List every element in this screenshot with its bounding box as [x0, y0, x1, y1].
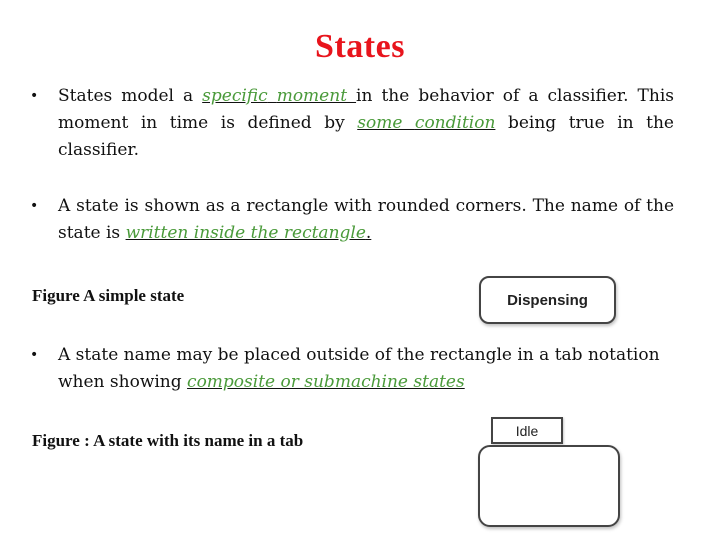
highlight-moment: moment [276, 86, 357, 106]
bullet-text [58, 193, 674, 247]
state-name-label: Dispensing [507, 291, 588, 309]
highlight-some: some [357, 113, 415, 133]
text-run: . [365, 223, 372, 243]
bullet-marker: • [30, 198, 39, 214]
bullet-text [58, 342, 674, 396]
highlight-composite-states: composite or submachine states [187, 372, 465, 392]
highlight-condition: condition [414, 113, 496, 133]
text-run: A state is shown as a rectangle with rounded corners. The name of the state is [58, 196, 674, 243]
bullet-tab-notation [30, 342, 674, 396]
highlight-written-inside: written inside the rectangle [125, 223, 366, 243]
bullet-text [58, 83, 674, 164]
text-run: States model a [58, 86, 203, 106]
slide-title: States [315, 28, 405, 65]
simple-state-diagram [479, 276, 616, 324]
text-run: being true in the classifier. [58, 113, 674, 160]
text-run: in the behavior of a classifier. This moment in time is defined by [58, 86, 674, 133]
bullet-marker: • [30, 88, 39, 104]
figure-caption-simple-state: Figure A simple state [32, 286, 185, 305]
tabbed-state-diagram [478, 445, 620, 527]
highlight-specific: specific [202, 86, 268, 106]
bullet-marker: • [30, 347, 39, 363]
text-run [268, 86, 277, 106]
text-run: A state name may be placed outside of the rectangle in a tab notation when showing [58, 345, 660, 392]
bullet-state-shape [30, 193, 674, 247]
bullet-states-model [30, 83, 674, 164]
figure-caption-tab-state: Figure : A state with its name in a tab [32, 431, 304, 450]
tab-state-label: Idle [515, 422, 539, 439]
state-name-tab [491, 417, 563, 444]
